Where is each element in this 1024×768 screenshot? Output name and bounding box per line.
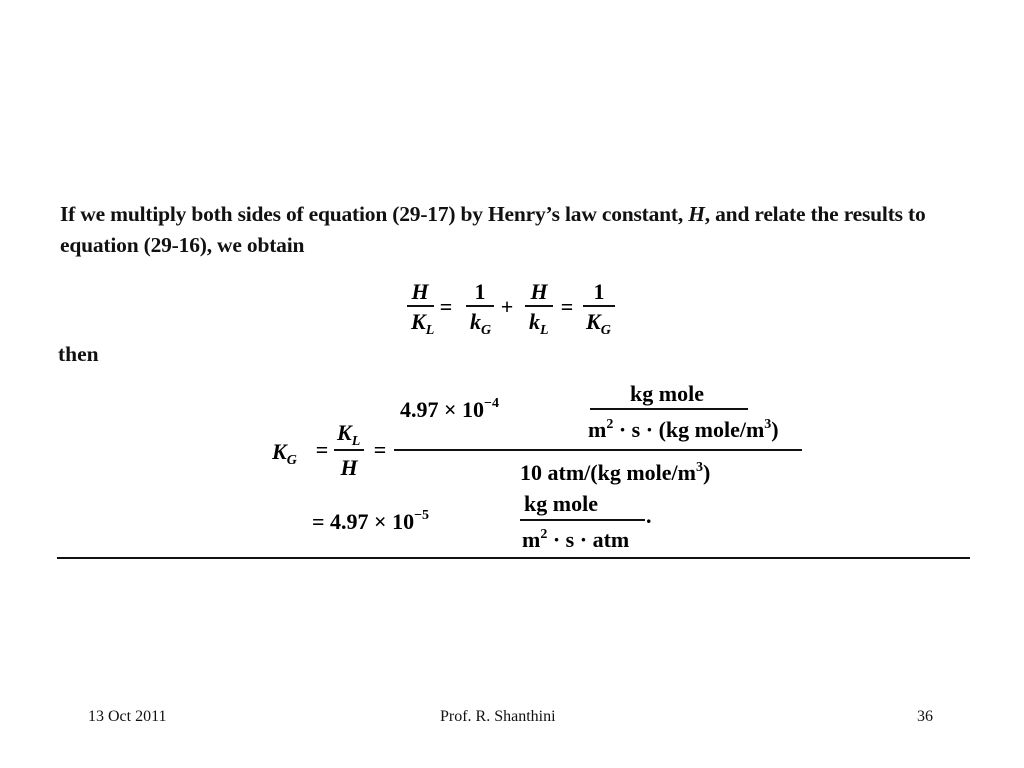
eq1-den-KG: $K_G$: [586, 309, 611, 338]
eq1-num-H2: H: [530, 279, 548, 304]
eq2-result-unit-numerator: kg mole: [524, 491, 598, 516]
eq2-top-coefficient: $4.97 \times 10^{-4}$: [400, 396, 500, 422]
eq2-lhs-KG: $K_G$: [272, 439, 297, 468]
eq2-period: .: [646, 503, 652, 528]
scanned-textbook-excerpt: [52, 195, 970, 565]
eq2-equals-1: =: [315, 437, 329, 462]
eq1-num-1b: 1: [593, 279, 605, 304]
eq1-den-KL: $K_L$: [411, 309, 435, 338]
footer-page-number: 36: [917, 708, 933, 725]
equation-kg-calculation: [272, 377, 812, 555]
paragraph-henry-symbol: H: [688, 202, 705, 226]
section-divider-line: [57, 557, 970, 559]
footer-date: 13 Oct 2011: [88, 708, 167, 725]
eq2-num-KL: $K_L$: [337, 420, 361, 449]
paragraph-text-2: , and relate the results to equation (29-16), we obtain: [60, 202, 926, 257]
eq2-result-coefficient: = $4.97 \times 10^{-5}$: [312, 508, 430, 534]
eq1-num-1a: 1: [474, 279, 486, 304]
eq2-result-unit-denominator: $m^2 \cdot s$ · atm: [522, 527, 630, 552]
eq2-bottom-denominator: 10 atm/(kg mole/$m^3$): [520, 460, 711, 485]
eq2-den-H: H: [340, 455, 358, 480]
eq2-top-unit-denominator: $m^2 \cdot s \cdot (kg$ mole/$m^3$): [588, 417, 779, 442]
eq1-den-kG: $k_G$: [470, 309, 492, 338]
footer-author: Prof. R. Shanthini: [440, 708, 556, 725]
eq1-num-H: H: [411, 279, 429, 304]
eq1-plus: +: [500, 294, 514, 319]
eq2-top-unit-numerator: kg mole: [630, 381, 704, 406]
equation-resistance-sum: [402, 277, 632, 339]
eq2-equals-2: =: [373, 437, 387, 462]
eq1-equals-2: =: [560, 294, 574, 319]
then-label: then: [58, 342, 99, 366]
eq1-equals-1: =: [439, 294, 453, 319]
paragraph-text-1: If we multiply both sides of equation (29-17) by Henry’s law constant,: [60, 202, 689, 226]
intro-paragraph: [60, 199, 970, 261]
eq1-den-kL: $k_L$: [529, 309, 549, 338]
